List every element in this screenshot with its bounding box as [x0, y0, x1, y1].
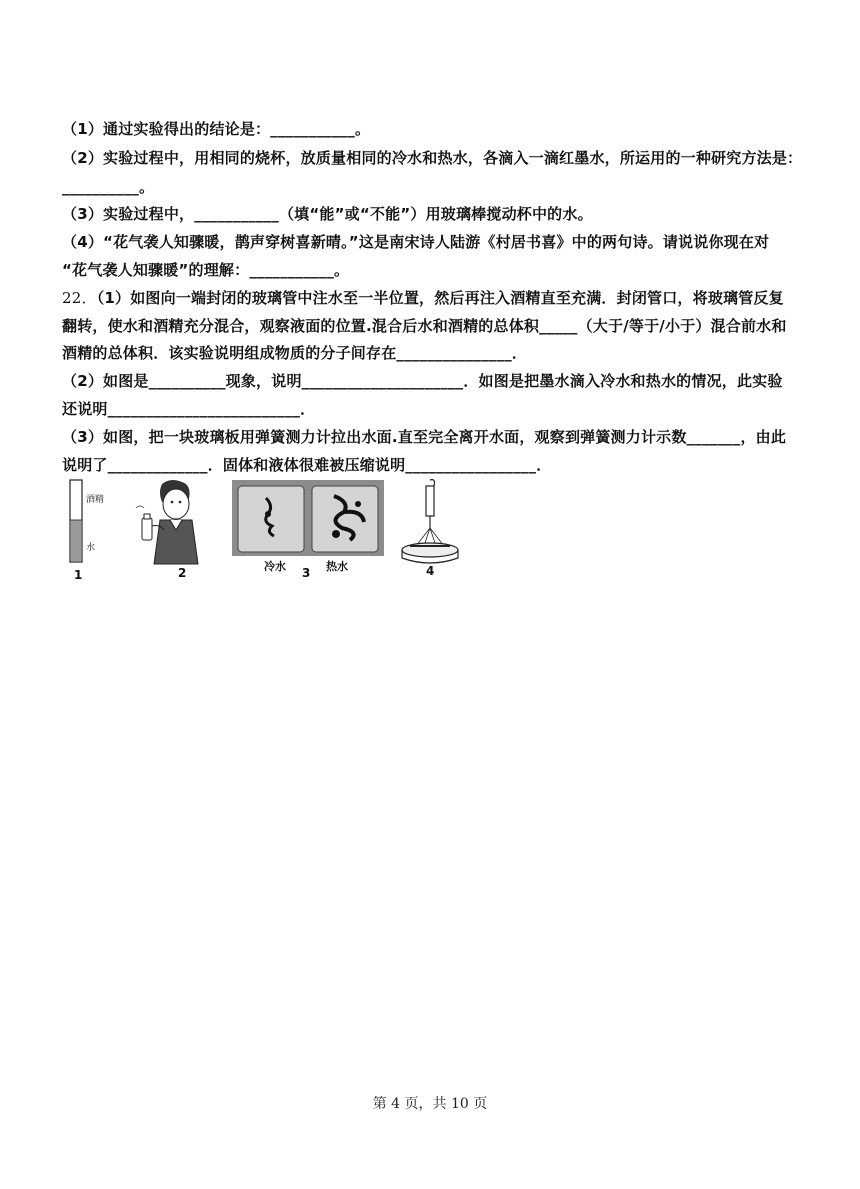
question-21-part1: （1）通过实验得出的结论是：___________。 — [62, 120, 371, 138]
figure-3-number: 3 — [302, 566, 311, 580]
question-22-part3-line1: （3）如图，把一块玻璃板用弹簧测力计拉出水面.直至完全离开水面，观察到弹簧测力计示数_______，由此 — [62, 428, 787, 446]
question-21-part4-line1: （4）“花气袭人知骤暖，鹊声穿树喜新晴。”这是南宋诗人陆游《村居书喜》中的两句诗。请说说你现在对 — [62, 233, 770, 251]
page-footer: 第 4 页，共 10 页 — [372, 1096, 488, 1112]
figure-4-spring-scale — [396, 478, 456, 583]
figure-1-label-alcohol: 酒精 — [86, 495, 105, 505]
figures-row — [62, 478, 482, 583]
figure-1-label-water: 水 — [86, 543, 96, 553]
beakers-photo — [232, 480, 384, 556]
question-21-part2-line1: （2）实验过程中，用相同的烧杯，放质量相同的冷水和热水，各滴入一滴红墨水，所运用的一种研究方法是： — [62, 149, 803, 167]
question-22-part3-line2: 说明了_____________．固体和液体很难被压缩说明_________________． — [62, 456, 552, 474]
figure-4-number: 4 — [426, 564, 435, 578]
question-number: 22． — [62, 289, 97, 307]
figure-1-tube — [62, 478, 105, 583]
question-22-part2-line1: （2）如图是__________现象，说明_____________________．如图是把墨水滴入冷水和热水的情况，此实验 — [62, 372, 783, 390]
question-22-part1-line3: 酒精的总体积．该实验说明组成物质的分子间存在_______________． — [62, 344, 528, 362]
figure-1-number: 1 — [74, 568, 83, 582]
figure-2-number: 2 — [178, 566, 187, 580]
figure-3-label-hot-water: 热水 — [326, 560, 348, 573]
tube-illustration — [62, 478, 105, 573]
question-22-part1-line1 — [62, 287, 784, 308]
question-21-part3: （3）实验过程中，___________（填“能”或“不能”）用玻璃棒搅动杯中的水。 — [62, 205, 593, 223]
question-22-part1-line2: 翻转，使水和酒精充分混合，观察液面的位置.混合后水和酒精的总体积_____（大于/等于/小于）混合前水和 — [62, 317, 787, 335]
figure-2-boy — [132, 478, 222, 583]
figure-3-beakers — [232, 480, 384, 583]
question-21-part2-line2: __________。 — [62, 178, 155, 196]
figure-3-label-cold-water: 冷水 — [264, 560, 286, 573]
question-21-part4-line2: “花气袭人知骤暖”的理解：___________。 — [62, 261, 350, 279]
question-22-part2-line2: 还说明_________________________． — [62, 400, 316, 418]
question-text: （1）如图向一端封闭的玻璃管中注水至一半位置，然后再注入酒精直至充满．封闭管口，将玻璃管反复 — [96, 289, 784, 307]
spring-scale-illustration — [396, 478, 456, 566]
boy-illustration — [132, 478, 222, 570]
